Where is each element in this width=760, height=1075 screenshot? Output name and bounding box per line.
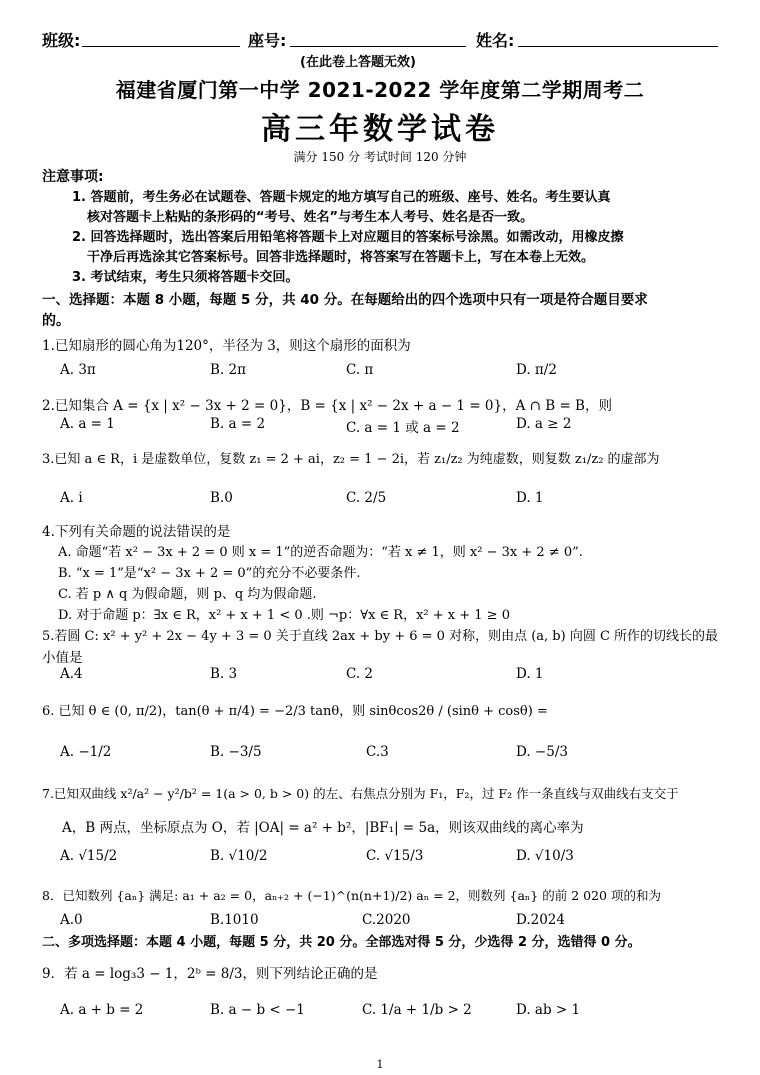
notes-heading: 注意事项: bbox=[42, 169, 104, 185]
q6-option-b: B. −3/5 bbox=[210, 744, 262, 760]
q7-option-a: A. √15/2 bbox=[60, 848, 118, 864]
q5-option-d: D. 1 bbox=[516, 666, 544, 682]
section1-heading: 一、选择题：本题 8 小题，每题 5 分，共 40 分。在每题给出的四个选项中只有一项是符合题目要求 bbox=[42, 292, 648, 308]
q6-option-c: C.3 bbox=[366, 744, 389, 760]
q8-option-d: D.2024 bbox=[516, 912, 565, 928]
q2-option-a: A. a = 1 bbox=[60, 416, 115, 432]
q8-option-b: B.1010 bbox=[210, 912, 259, 928]
q4-option-d: D. 对于命题 p：∃x ∈ R，x² + x + 1 < 0 .则 ¬p：∀x ∈ R，x² + x + 1 ≥ 0 bbox=[58, 608, 510, 623]
exam-meta: 满分 150 分 考试时间 120 分钟 bbox=[293, 150, 467, 164]
page-number: 1 bbox=[376, 1058, 384, 1071]
question-4: 4.下列有关命题的说法错误的是 bbox=[42, 524, 231, 540]
name-label: 姓名: bbox=[476, 31, 515, 50]
q1-option-b: B. 2π bbox=[210, 362, 246, 378]
q5-option-a: A.4 bbox=[60, 666, 83, 682]
q2-option-b: B. a = 2 bbox=[210, 416, 266, 432]
q7-option-b: B. √10/2 bbox=[210, 848, 268, 864]
question-7-cont: A，B 两点，坐标原点为 O，若 |OA| = a² + b²，|BF₁| = 5a，则该双曲线的离心率为 bbox=[62, 820, 584, 836]
note-line: 2. 回答选择题时，选出答案后用铅笔将答题卡上对应题目的答案标号涂黑。如需改动，用橡皮擦 bbox=[72, 230, 624, 245]
seat-label: 座号: bbox=[248, 31, 287, 50]
q7-option-d: D. √10/3 bbox=[516, 848, 574, 864]
q5-option-b: B. 3 bbox=[210, 666, 238, 682]
q9-option-a: A. a + b = 2 bbox=[60, 1002, 144, 1018]
q2-option-c: C. a = 1 或 a = 2 bbox=[346, 420, 460, 436]
q6-option-d: D. −5/3 bbox=[516, 744, 568, 760]
q9-option-c: C. 1/a + 1/b > 2 bbox=[362, 1002, 472, 1018]
q3-option-c: C. 2/5 bbox=[346, 490, 387, 506]
q9-option-d: D. ab > 1 bbox=[516, 1002, 581, 1018]
invalid-note: (在此卷上答题无效) bbox=[300, 55, 416, 70]
note-line: 干净后再选涂其它答案标号。回答非选择题时，将答案写在答题卡上，写在本卷上无效。 bbox=[87, 250, 595, 265]
q3-option-d: D. 1 bbox=[516, 490, 544, 506]
seat-blank bbox=[290, 46, 466, 47]
class-label: 班级: bbox=[42, 31, 81, 50]
q4-option-b: B. “x = 1”是“x² − 3x + 2 = 0”的充分不必要条件. bbox=[58, 566, 361, 581]
q1-option-a: A. 3π bbox=[60, 362, 96, 378]
q4-option-c: C. 若 p ∧ q 为假命题，则 p、q 均为假命题. bbox=[58, 587, 317, 602]
page-title: 高三年数学试卷 bbox=[261, 112, 499, 147]
question-1: 1.已知扇形的圆心角为120°，半径为 3，则这个扇形的面积为 bbox=[42, 338, 411, 354]
q3-option-a: A. i bbox=[60, 490, 83, 506]
question-8: 8．已知数列 {aₙ} 满足: a₁ + a₂ = 0，aₙ₊₂ + (−1)^(n(n+1)/2) aₙ = 2，则数列 {aₙ} 的前 2 020 项的和为 bbox=[42, 888, 661, 903]
q1-option-c: C. π bbox=[346, 362, 374, 378]
section1-heading-cont: 的。 bbox=[42, 313, 70, 329]
q8-option-a: A.0 bbox=[60, 912, 83, 928]
name-blank bbox=[518, 46, 718, 47]
class-blank bbox=[82, 46, 240, 47]
question-2: 2.已知集合 A = {x | x² − 3x + 2 = 0}，B = {x | x² − 2x + a − 1 = 0}，A ∩ B = B，则 bbox=[42, 398, 612, 414]
question-5-cont: 小值是 bbox=[42, 650, 83, 666]
q4-option-a: A. 命题“若 x² − 3x + 2 = 0 则 x = 1”的逆否命题为：“若 x ≠ 1，则 x² − 3x + 2 ≠ 0”. bbox=[58, 545, 583, 560]
school-line: 福建省厦门第一中学 2021-2022 学年度第二学期周考二 bbox=[115, 78, 645, 102]
q7-option-c: C. √15/3 bbox=[366, 848, 424, 864]
section2-heading: 二、多项选择题：本题 4 小题，每题 5 分，共 20 分。全部选对得 5 分，少选得 2 分，选错得 0 分。 bbox=[42, 935, 641, 950]
q2-option-d: D. a ≥ 2 bbox=[516, 416, 572, 432]
q8-option-c: C.2020 bbox=[362, 912, 411, 928]
question-9: 9．若 a = log₃3 − 1，2ᵇ = 8/3，则下列结论正确的是 bbox=[42, 966, 378, 982]
note-line: 核对答题卡上粘贴的条形码的“考号、姓名”与考生本人考号、姓名是否一致。 bbox=[87, 210, 534, 225]
q9-option-b: B. a − b < −1 bbox=[210, 1002, 305, 1018]
q3-option-b: B.0 bbox=[210, 490, 233, 506]
q6-option-a: A. −1/2 bbox=[60, 744, 112, 760]
question-3: 3.已知 a ∈ R，i 是虚数单位，复数 z₁ = 2 + ai，z₂ = 1 − 2i，若 z₁/z₂ 为纯虚数，则复数 z₁/z₂ 的虚部为 bbox=[42, 452, 660, 467]
note-line: 1. 答题前，考生务必在试题卷、答题卡规定的地方填写自己的班级、座号、姓名。考生要认真 bbox=[72, 190, 611, 205]
question-5: 5.若圆 C: x² + y² + 2x − 4y + 3 = 0 关于直线 2ax + by + 6 = 0 对称，则由点 (a, b) 向圆 C 所作的切线长的最 bbox=[42, 629, 719, 644]
question-7: 7.已知双曲线 x²/a² − y²/b² = 1(a > 0, b > 0) 的左、右焦点分别为 F₁，F₂，过 F₂ 作一条直线与双曲线右支交于 bbox=[42, 786, 679, 801]
q1-option-d: D. π/2 bbox=[516, 362, 557, 378]
q5-option-c: C. 2 bbox=[346, 666, 374, 682]
question-6: 6. 已知 θ ∈ (0, π/2)，tan(θ + π/4) = −2/3 tanθ，则 sinθcos2θ / (sinθ + cosθ) = bbox=[42, 704, 548, 719]
note-line: 3. 考试结束，考生只须将答题卡交回。 bbox=[72, 270, 299, 285]
